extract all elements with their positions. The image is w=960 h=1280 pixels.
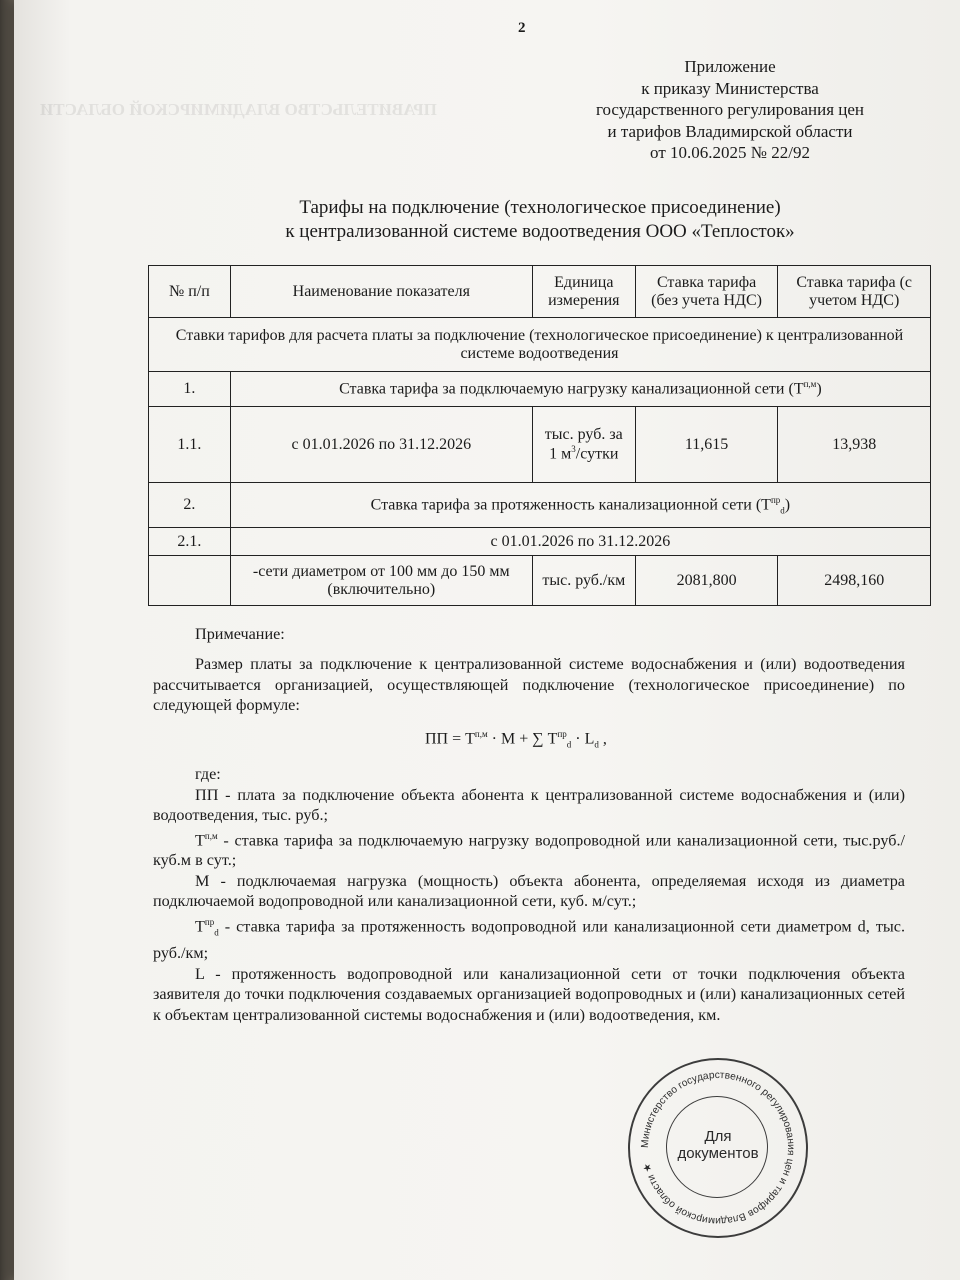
table-header-row (149, 266, 931, 318)
bleed-through-text: ПРАВИТЕЛЬСТВО ВЛАДИМИРСКОЙ ОБЛАСТИ (40, 100, 437, 119)
notes-text: Размер платы за подключение к централизованной системе водоснабжения и (или) водоотведения рассчитывается организацией, осуществляющей подключение (технологическое присоединение) по следующей формуле: (153, 655, 905, 714)
binder-edge (0, 0, 14, 1280)
definition-l: L - протяженность водопроводной или канализационной сети от точки подключения объекта заявителя до точки подключения создаваемых организацией водопроводных и (или) канализационных сетей к объектам централизованной системы водоснабжения и (или) водоотведения, км. (153, 964, 905, 1024)
row-num: 2.1. (149, 528, 231, 556)
row-period: с 01.01.2026 по 31.12.2026 (230, 528, 930, 556)
row-unit: тыс. руб./км (532, 556, 635, 606)
stamp-center-text (630, 1128, 806, 1162)
title-line-2: к централизованной системе водоотведения ООО «Теплосток» (285, 221, 795, 242)
row-period: с 01.01.2026 по 31.12.2026 (230, 407, 532, 483)
header-line: и тарифов Владимирской области (607, 121, 853, 141)
section-title: Ставки тарифов для расчета платы за подключение (технологическое присоединение) к централизованной системе водоотведения (149, 318, 931, 372)
header-num: № п/п (149, 266, 231, 318)
stamp-line-2: документов (677, 1145, 759, 1162)
row-num: 2. (149, 483, 231, 528)
definition-td: $Т^{пр}_d$ - ставка тарифа за протяженность водопроводной или канализационной сети диаметром d, тыс. руб./км; (153, 916, 905, 963)
header-line: государственного регулирования цен (595, 100, 865, 119)
definition-pp: ПП - плата за подключение объекта абонента к централизованной системе водоснабжения и (или) водоотведения, тыс. руб.; (153, 785, 905, 824)
row-rate-vat: 2498,160 (778, 556, 931, 606)
row-num: 1. (149, 372, 231, 407)
table-section-row (149, 318, 931, 372)
row-num: 1.1. (149, 407, 231, 483)
definitions-block (153, 764, 905, 1025)
row-title: Ставка тарифа за протяженность канализационной сети $(Т^{пр}_d)$ (230, 483, 930, 528)
table-row (149, 483, 931, 528)
notes-heading: Примечание: (195, 625, 285, 643)
header-line: к приказу Министерства (641, 78, 819, 98)
header-line: Приложение (684, 57, 776, 76)
row-description: -сети диаметром от 100 мм до 150 мм (включительно) (230, 556, 532, 606)
document-title (150, 196, 930, 244)
header-name: Наименование показателя (230, 266, 532, 318)
row-unit: тыс. руб. за 1 $м^3$/сутки (532, 407, 635, 483)
official-stamp (628, 1058, 808, 1238)
stamp-line-1: Для (704, 1128, 732, 1145)
payment-formula: ПП = $Т^{п,м} \cdot М$ + ∑ $Т^{пр}_d \cdot L_d$ , (425, 729, 607, 750)
row-title: Ставка тарифа за подключаемую нагрузку канализационной сети $(Т^{п,м})$ (230, 372, 930, 407)
table-row (149, 556, 931, 606)
appendix-header (550, 56, 910, 164)
row-rate-no-vat: 11,615 (635, 407, 778, 483)
tariffs-table (148, 265, 931, 606)
svg-text:Министерство государственного: Министерство государственного регулирования цен и тарифов Владимирской области ★ (639, 1069, 797, 1227)
table-row (149, 407, 931, 483)
definition-t: $Т^{п,м}$ - ставка тарифа за подключаемую нагрузку водопроводной или канализационной сети, тыс.руб./куб.м в сут.; (153, 830, 905, 870)
table-row (149, 528, 931, 556)
header-rate-vat: Ставка тарифа (с учетом НДС) (778, 266, 931, 318)
definition-m: М - подключаемая нагрузка (мощность) объекта абонента, определяемая исходя из диаметра подключаемой водопроводной или канализационной сети, куб. м/сут.; (153, 871, 905, 911)
row-num (149, 556, 231, 606)
where-label: где: (195, 765, 221, 783)
header-line: от 10.06.2025 № 22/92 (650, 143, 810, 162)
row-rate-vat: 13,938 (778, 407, 931, 483)
row-rate-no-vat: 2081,800 (635, 556, 778, 606)
header-unit: Единица измерения (532, 266, 635, 318)
notes-heading-block (153, 624, 905, 645)
notes-paragraph (153, 654, 905, 716)
page-number: 2 (518, 20, 526, 36)
header-rate-no-vat: Ставка тарифа (без учета НДС) (635, 266, 778, 318)
title-line-1: Тарифы на подключение (технологическое присоединение) (299, 197, 781, 218)
table-row (149, 372, 931, 407)
